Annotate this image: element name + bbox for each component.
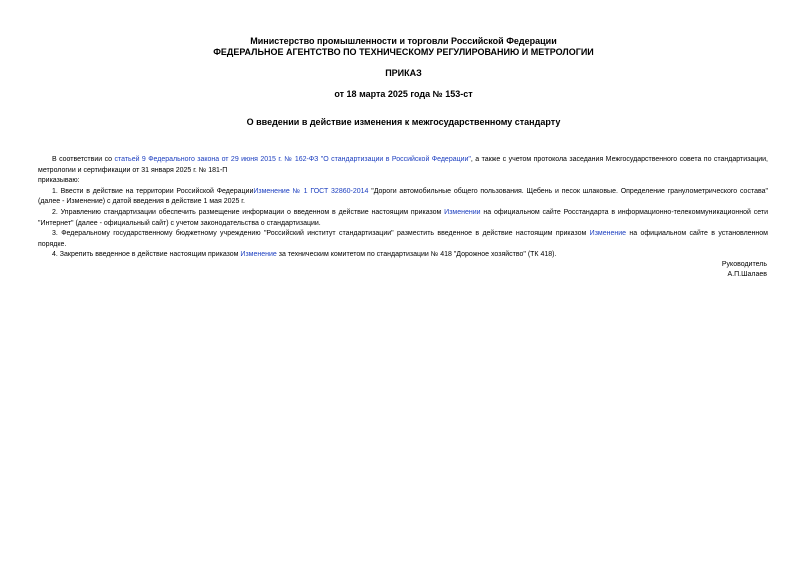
preamble-text-2: , а также с учетом протокола заседания Межгосударственного совета по стандартизации, метрологии и сертификации от 31 января 2025 г. № 181-П — [38, 156, 768, 174]
item-4 — [38, 250, 768, 261]
item-2-text-b: на официальном сайте Росстандарта в информационно-телекоммуникационной сети "Интернет" (далее - официальный сайт) с учетом законодательства о стандартизации. — [38, 208, 768, 227]
agency-name: ФЕДЕРАЛЬНОЕ АГЕНТСТВО ПО ТЕХНИЧЕСКОМУ РЕГУЛИРОВАНИЮ И МЕТРОЛОГИИ — [213, 47, 594, 57]
item-3-text-b: на официальном сайте в установленном порядке. — [38, 230, 768, 248]
gost-amendment-link[interactable]: Изменение № 1 ГОСТ 32860-2014 — [253, 187, 369, 195]
amendment-link-3[interactable]: Изменение — [589, 230, 627, 238]
item-1 — [38, 187, 768, 208]
item-1-text-b: "Дороги автомобильные общего пользования. Щебень и песок шлаковые. Определение гранулометрического состава" (далее - Изменение) с датой введения в действие 1 мая 2025 г. — [38, 187, 768, 206]
signatory-name: А.П.Шалаев — [727, 271, 767, 278]
item-4-text-a: 4. Закрепить введенное в действие настоящим приказом — [52, 251, 241, 259]
preamble-text-1: В соответствии со — [52, 156, 115, 163]
item-2 — [38, 208, 768, 229]
federal-law-link[interactable]: статьей 9 Федерального закона от 29 июня 2015 г. № 162-ФЗ "О стандартизации в Российской Федерации" — [114, 156, 471, 163]
item-4-text-b: за техническим комитетом по стандартизации № 418 "Дорожное хозяйство" (ТК 418). — [276, 251, 557, 259]
item-3-text-a: 3. Федеральному государственному бюджетному учреждению "Российский институт стандартизации" разместить введенное в действие настоящим приказом — [52, 230, 590, 238]
document-date-number: от 18 марта 2025 года № 153-ст — [334, 89, 473, 99]
item-3 — [38, 229, 768, 250]
order-word: приказываю: — [38, 177, 80, 185]
amendment-link-2[interactable]: Изменении — [444, 208, 481, 216]
item-1-text-a: 1. Ввести в действие на территории Российской Федерации — [52, 187, 254, 195]
ministry-name: Министерство промышленности и торговли Российской Федерации — [250, 36, 557, 46]
amendment-link-4[interactable]: Изменение — [240, 251, 277, 259]
preamble-paragraph — [38, 155, 768, 176]
document-subject: О введении в действие изменения к межгосударственному стандарту — [246, 117, 561, 127]
item-2-text-a: 2. Управлению стандартизации обеспечить размещение информации о введенном в действие настоящим приказом — [52, 208, 445, 216]
document-type: ПРИКАЗ — [385, 68, 422, 78]
document-body — [38, 155, 768, 261]
signatory-title: Руководитель — [721, 261, 767, 268]
